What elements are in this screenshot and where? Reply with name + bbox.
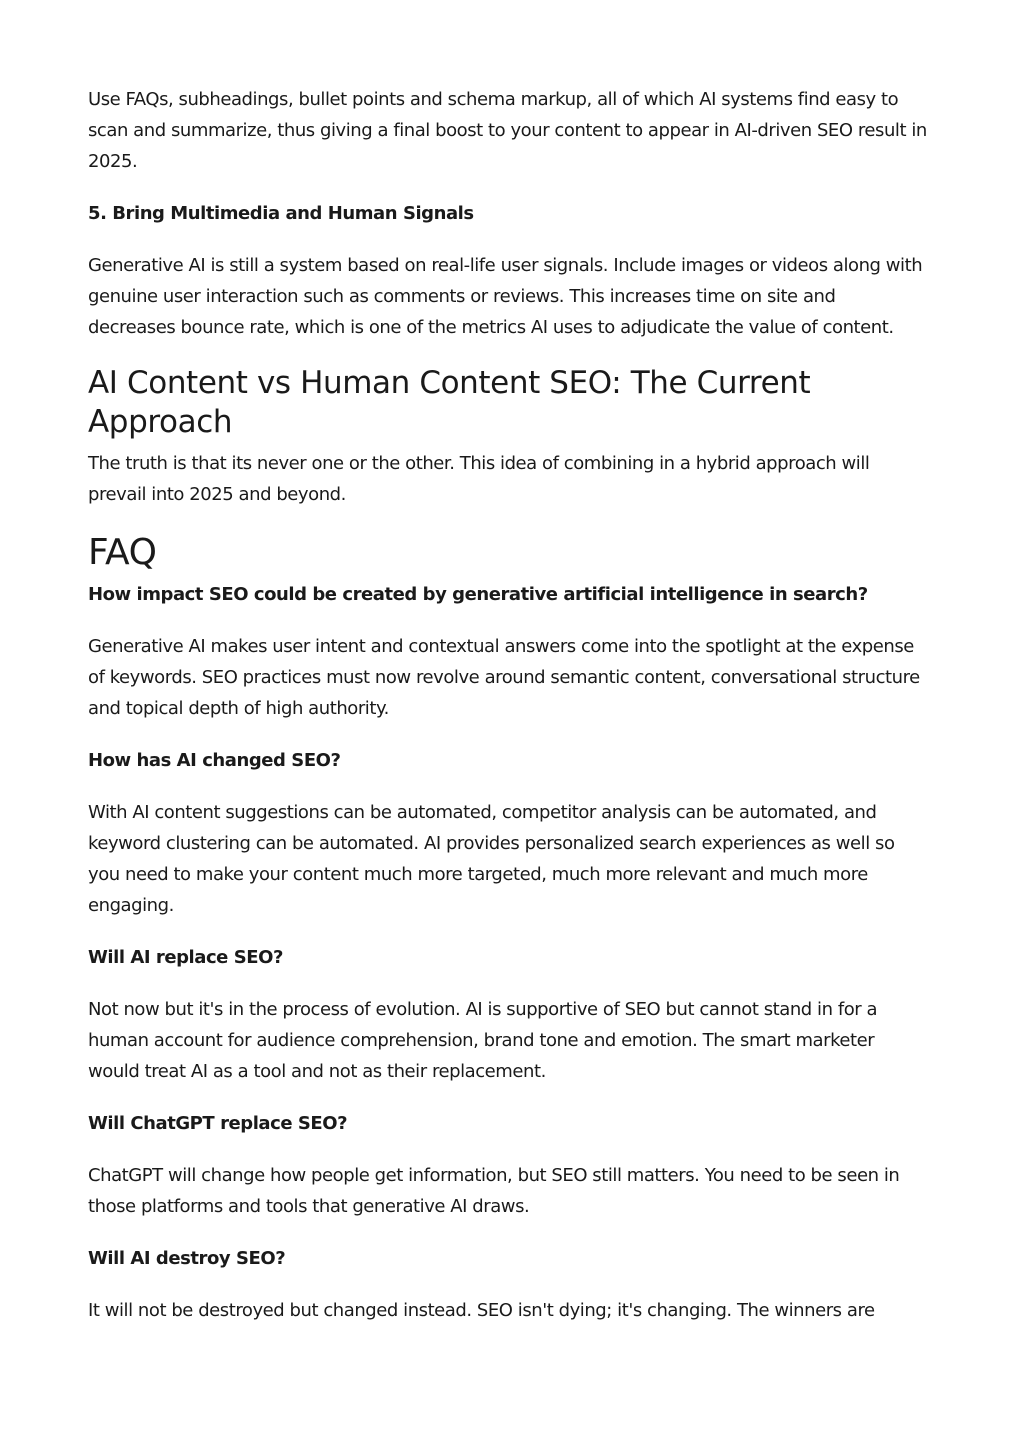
faq-question: Will AI replace SEO?	[88, 947, 283, 968]
document-page	[88, 84, 928, 1347]
faq-answer: ChatGPT will change how people get information, but SEO still matters. You need to be seen in those platforms and tools that generative AI draws.	[88, 1165, 900, 1217]
paragraph-faq-markup: Use FAQs, subheadings, bullet points and schema markup, all of which AI systems find easy to scan and summarize, thus giving a final boost to your content to appear in AI-driven SEO result in 2025.	[88, 89, 927, 172]
faq-answer: With AI content suggestions can be automated, competitor analysis can be automated, and keyword clustering can be automated. AI provides personalized search experiences as well so you need to make your content much more targeted, much more relevant and much more engaging.	[88, 802, 895, 916]
section-heading-ai-vs-human: AI Content vs Human Content SEO: The Current Approach	[88, 365, 811, 440]
faq-answer: It will not be destroyed but changed instead. SEO isn't dying; it's changing. The winners are	[88, 1300, 875, 1321]
faq-question: Will AI destroy SEO?	[88, 1248, 286, 1269]
faq-question: How impact SEO could be created by generative artificial intelligence in search?	[88, 584, 868, 605]
faq-answer: Not now but it's in the process of evolution. AI is supportive of SEO but cannot stand in for a human account for audience comprehension, brand tone and emotion. The smart marketer would treat AI as a tool and not as their replacement.	[88, 999, 878, 1082]
paragraph-hybrid-approach: The truth is that its never one or the other. This idea of combining in a hybrid approach will prevail into 2025 and beyond.	[88, 453, 870, 505]
paragraph-multimedia: Generative AI is still a system based on real-life user signals. Include images or videos along with genuine user interaction such as comments or reviews. This increases time on site and decreases bounce rate, which is one of the metrics AI uses to adjudicate the value of content.	[88, 255, 923, 338]
faq-question: How has AI changed SEO?	[88, 750, 341, 771]
faq-heading: FAQ	[88, 532, 157, 573]
faq-answer: Generative AI makes user intent and contextual answers come into the spotlight at the expense of keywords. SEO practices must now revolve around semantic content, conversational structure and topical depth of high authority.	[88, 636, 920, 719]
subheading-multimedia: 5. Bring Multimedia and Human Signals	[88, 203, 474, 224]
faq-question: Will ChatGPT replace SEO?	[88, 1113, 348, 1134]
